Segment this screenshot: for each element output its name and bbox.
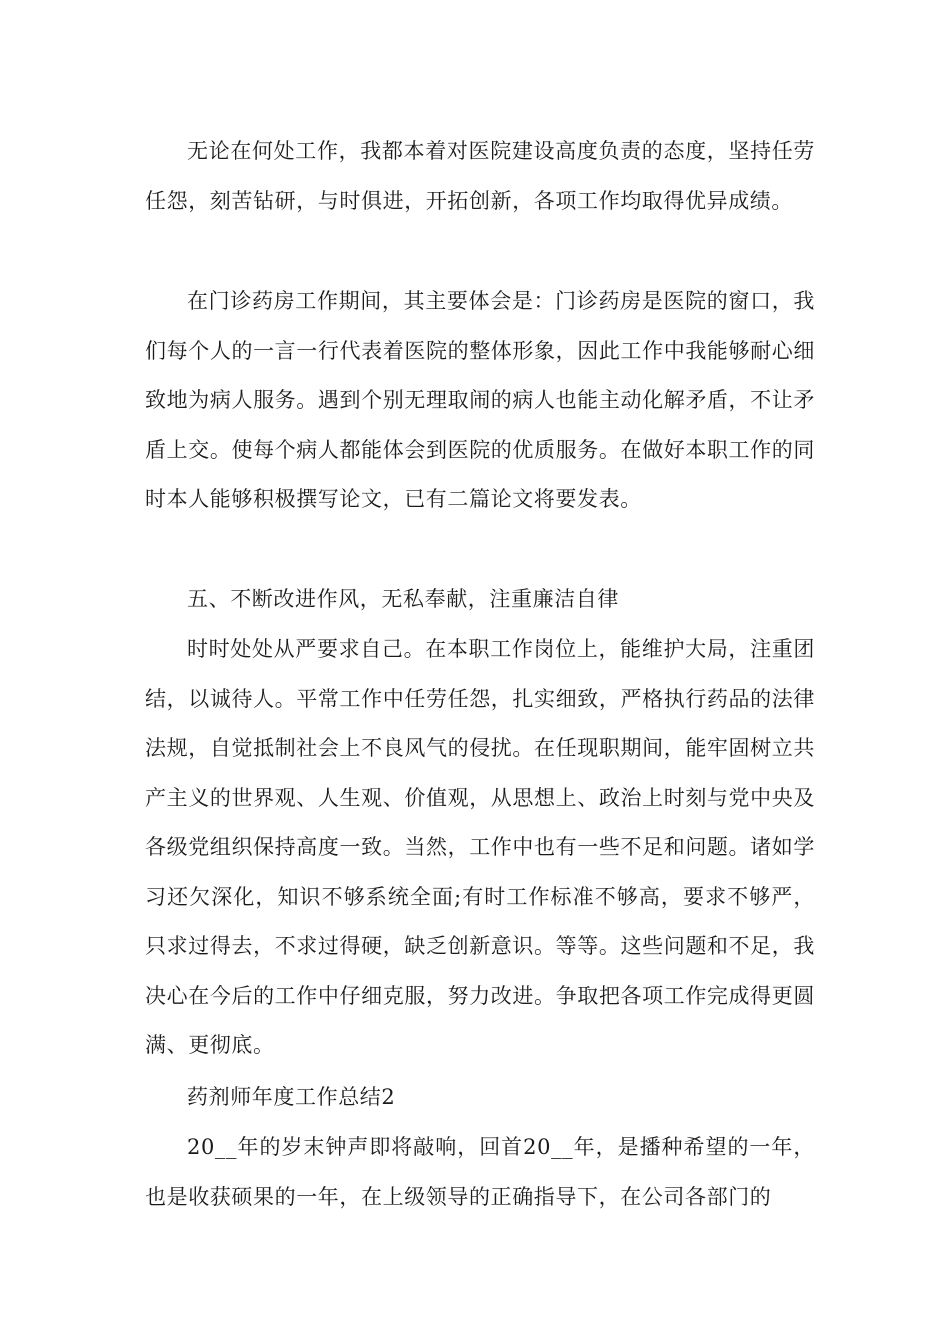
paragraph-self-discipline: 时时处处从严要求自己。在本职工作岗位上，能维护大局，注重团结，以诚待人。平常工作中任劳任怨，扎实细致，严格执行药品的法律法规，自觉抵制社会上不良风气的侵扰。在任现职期间，能牢固树立共产主义的世界观、人生观、价值观，从思想上、政治上时刻与党中央及各级党组织保持高度一致。当然，工作中也有一些不足和问题。诸如学习还欠深化，知识不够系统全面;有时工作标准不够高，要求不够严，只求过得去，不求过得硬，缺乏创新意识。等等。这些问题和不足，我决心在今后的工作中仔细克服，努力改进。争取把各项工作完成得更圆满、更彻底。 (145, 637, 815, 1057)
document-title-2: 药剂师年度工作总结2 (187, 1085, 396, 1109)
paragraph-outpatient-pharmacy: 在门诊药房工作期间，其主要体会是：门诊药房是医院的窗口，我们每个人的一言一行代表着医院的整体形象，因此工作中我能够耐心细致地为病人服务。遇到个别无理取闹的病人也能主动化解矛盾，不让矛盾上交。使每个病人都能体会到医院的优质服务。在做好本职工作的同时本人能够积极撰写论文，已有二篇论文将要发表。 (145, 289, 815, 511)
paragraph-year-review: 20__年的岁末钟声即将敲响，回首20__年，是播种希望的一年，也是收获硕果的一年，在上级领导的正确指导下，在公司各部门的 (145, 1135, 815, 1209)
paragraph-work-attitude: 无论在何处工作，我都本着对医院建设高度负责的态度，坚持任劳任怨，刻苦钻研，与时俱进，开拓创新，各项工作均取得优异成绩。 (145, 139, 815, 213)
section-heading-five: 五、不断改进作风，无私奉献，注重廉洁自律 (187, 587, 619, 611)
